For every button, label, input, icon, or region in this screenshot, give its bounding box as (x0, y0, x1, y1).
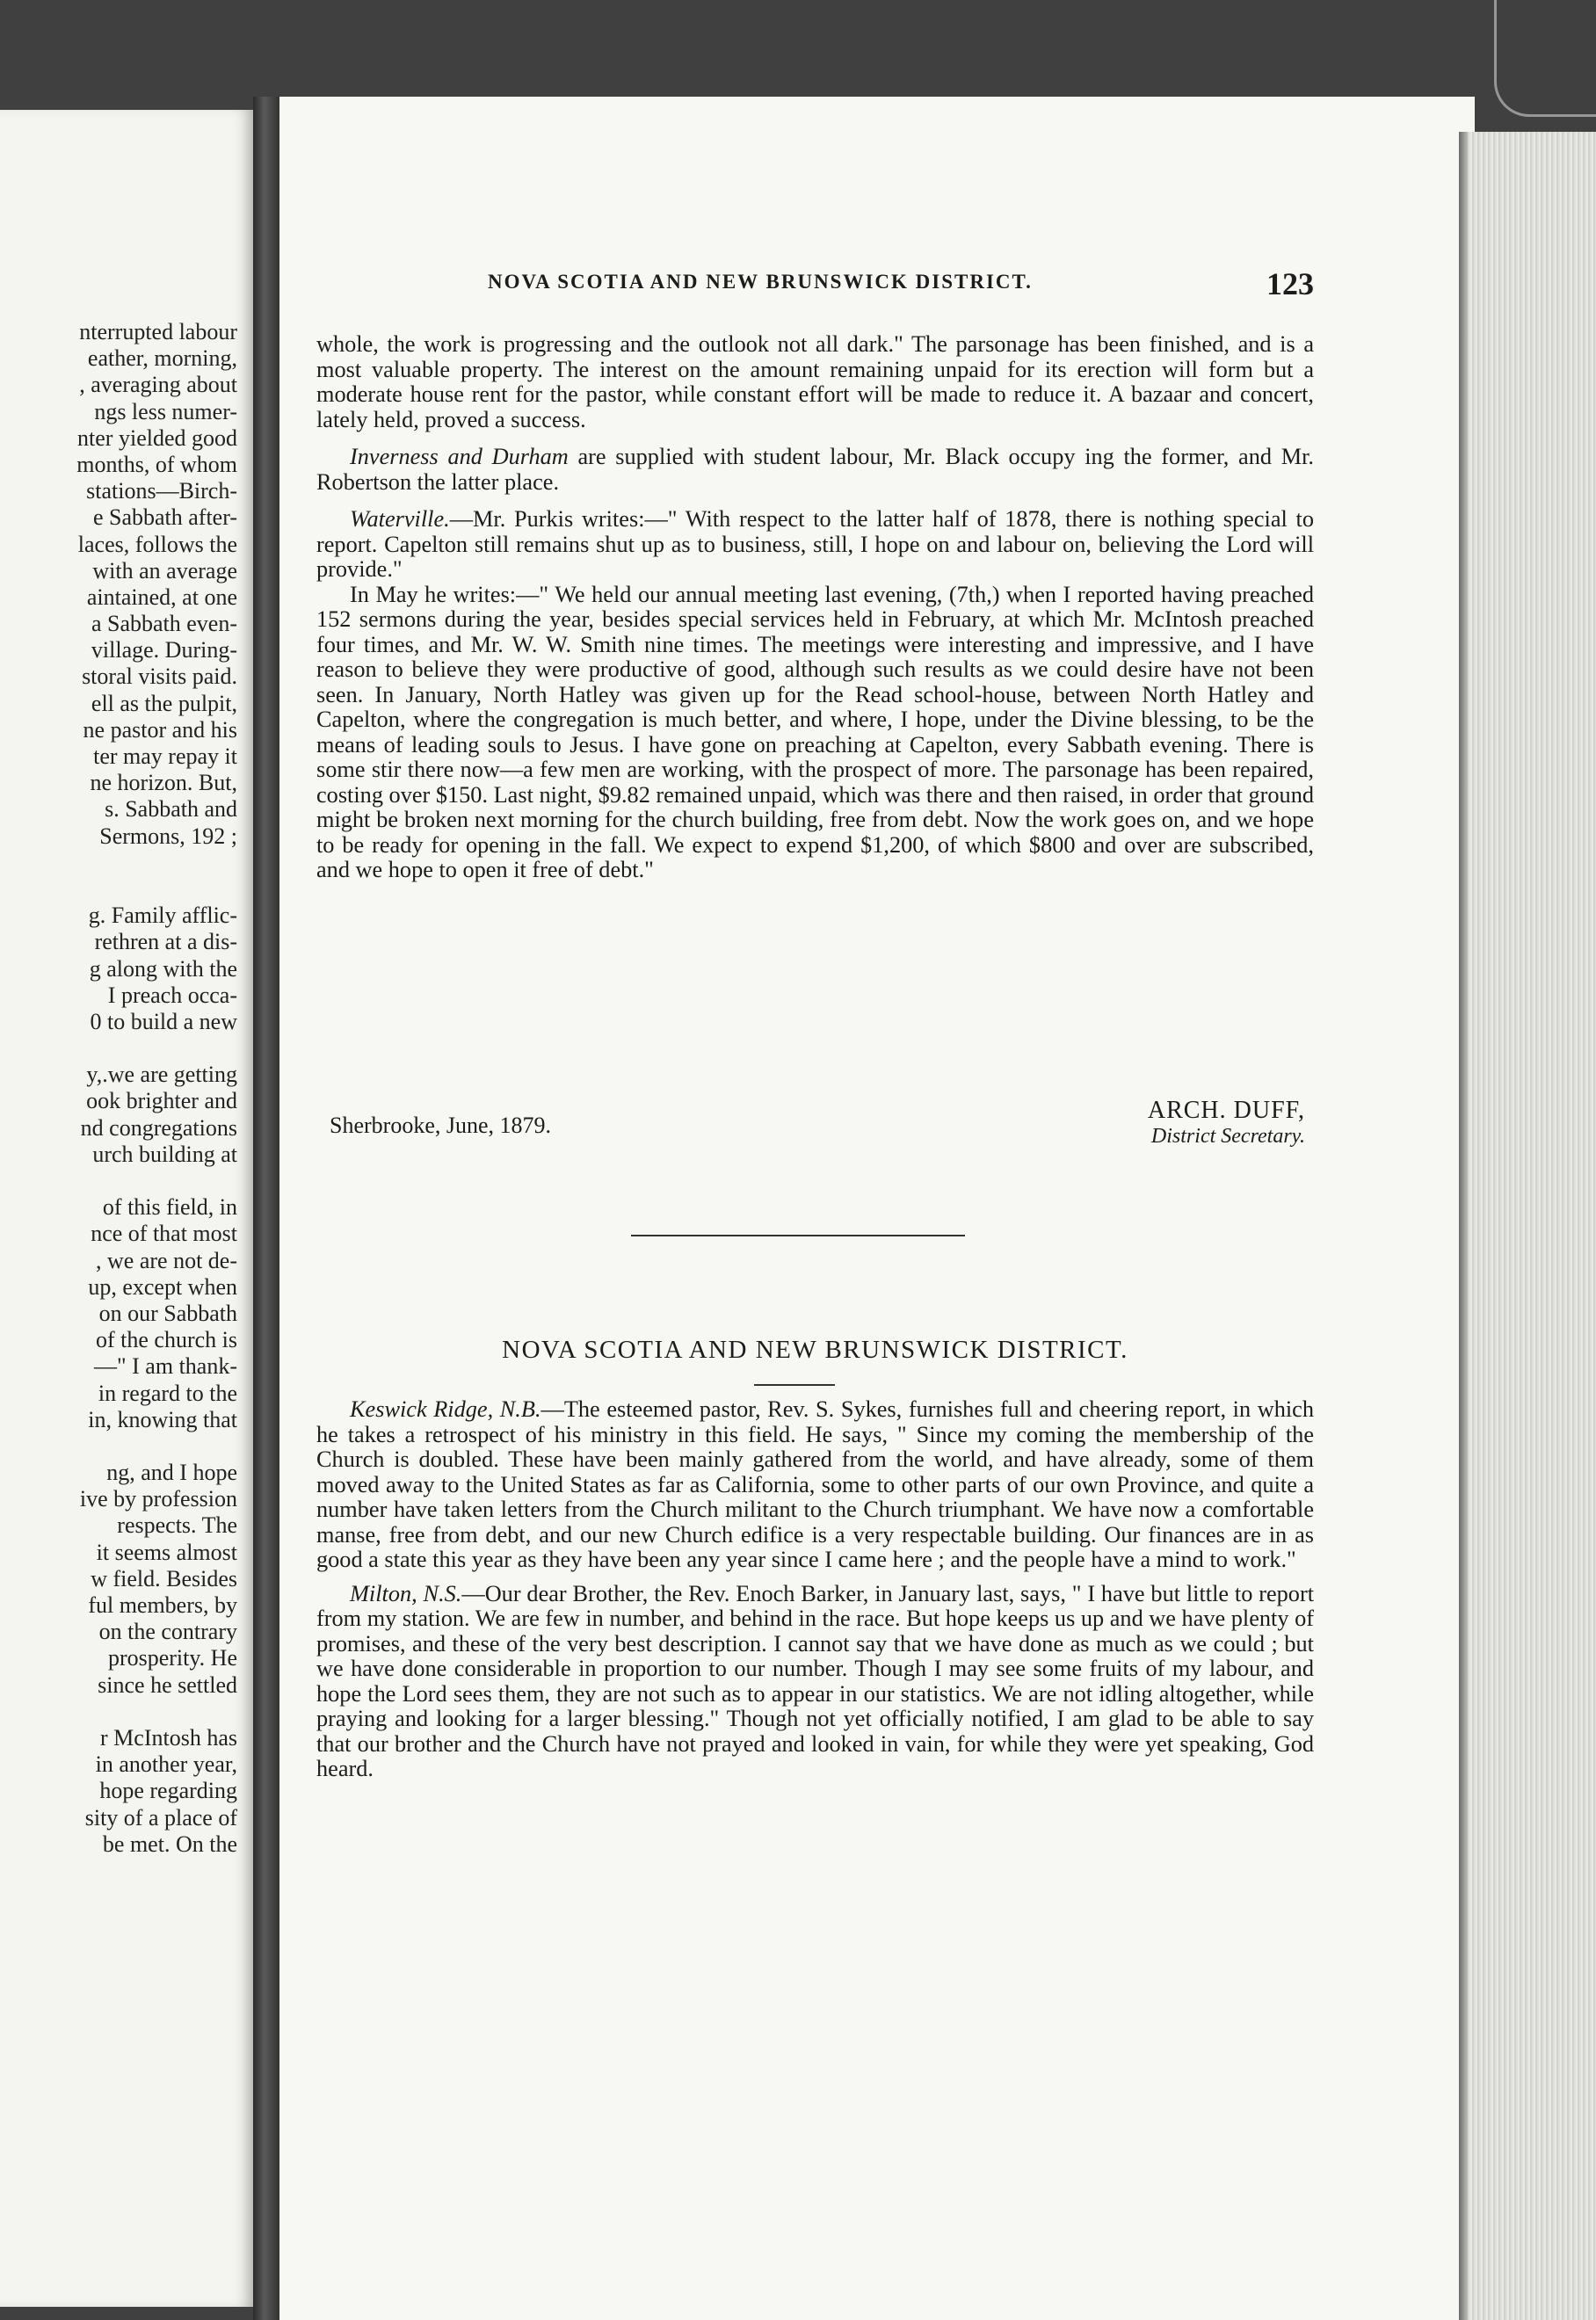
left-page-line: of the church is (95, 1327, 237, 1353)
left-page-line: nterrupted labour (79, 319, 237, 344)
running-head (488, 266, 1314, 306)
left-page-line: —" I am thank- (94, 1353, 237, 1380)
place-name: Waterville. (350, 506, 450, 532)
place-date: Sherbrooke, June, 1879. (330, 1113, 552, 1138)
left-page-line: nce of that most (91, 1221, 237, 1247)
paragraph-milton (316, 1582, 1314, 1782)
left-page-line: , we are not de- (96, 1247, 237, 1273)
left-page-fragment (0, 110, 253, 2307)
running-head-title: NOVA SCOTIA AND NEW BRUNSWICK DISTRICT. (488, 271, 1033, 293)
left-page-line: ne pastor and his (83, 716, 237, 743)
section-new-brunswick-report (316, 1397, 1314, 1782)
left-page-line: ive by profession (79, 1486, 237, 1512)
left-page-line: ne horizon. But, (90, 770, 237, 796)
left-page-line (0, 1035, 237, 1062)
left-page-line: sity of a place of (84, 1804, 237, 1831)
left-page-line: up, except when (88, 1273, 237, 1300)
left-page-line: laces, follows the (77, 531, 237, 557)
left-page-line (0, 876, 237, 903)
left-page-line: hope regarding (99, 1778, 237, 1804)
left-page-line: storal visits paid. (82, 663, 237, 690)
left-page-line (0, 850, 237, 876)
heading-rule (754, 1384, 835, 1386)
left-page-line (0, 1168, 237, 1194)
page-number: 123 (1266, 266, 1314, 301)
left-page-line: ful members, by (88, 1592, 237, 1618)
left-page-line: with an average (92, 557, 237, 584)
left-page-line: s. Sabbath and (105, 796, 237, 823)
left-page-line: ng, and I hope (106, 1460, 237, 1486)
left-page-line: 0 to build a new (90, 1008, 237, 1034)
left-page-line: be met. On the (102, 1831, 237, 1857)
left-page-line: rethren at a dis- (94, 929, 237, 955)
left-page-line: ook brighter and (86, 1088, 237, 1114)
left-page-line: w field. Besides (91, 1565, 237, 1591)
signoff (330, 1097, 1314, 1158)
left-page-line: of this field, in (102, 1194, 237, 1221)
section-heading: NOVA SCOTIA AND NEW BRUNSWICK DISTRICT. (502, 1336, 1128, 1364)
left-page-line: stations—Birch- (86, 478, 237, 504)
left-page-line: r McIntosh has (100, 1724, 237, 1751)
section-divider (631, 1235, 965, 1236)
left-page-line: aintained, at one (86, 584, 237, 610)
paragraph-may-letter: In May he writes:—" We held our annual meeting last evening, (7th,) when I reported having preached 152 sermons during the year, besides special services held in February, at which Mr. McIntosh preached four times, and Mr. W. W. Smith nine times. The meetings were interesting and impressive, and I have reason to believe they were productive of good, although such results as we could desire have not been seen. In January, North Hatley was given up for the Read school-house, between North Hatley and Capelton, where the congregation is much better, and where, I hope, under the Divine blessing, to be the means of leading souls to Jesus. I have gone on preaching at Capelton, every Sabbath evening. There is some stir there now—a few men are working, with the prospect of more. The parsonage has been repaired, costing over $150. Last night, $9.82 remained unpaid, which was there and then raised, in order that ground might be broken next morning for the church building, free from debt. Now the work goes on, and we hope to be ready for opening in the fall. We expect to expend $1,200, of which $800 and over are subscribed, and we hope to open it free of debt." (316, 581, 1314, 882)
left-page-line: g. Family afflic- (88, 903, 237, 929)
scan-artifact (1494, 0, 1596, 117)
left-page-line: in, knowing that (88, 1406, 237, 1432)
left-page-line: nd congregations (80, 1114, 237, 1141)
left-page-line: village. During- (91, 637, 237, 663)
place-name: Milton, N.S. (350, 1580, 462, 1606)
left-page-line: nter yielded good (77, 424, 237, 451)
left-page-line: a Sabbath even- (91, 611, 237, 637)
paragraph-inverness (316, 445, 1314, 495)
left-page-line: on the contrary (98, 1619, 237, 1645)
left-page-line: ngs less numer- (94, 398, 237, 424)
left-page-line (0, 1699, 237, 1725)
section-sherbrooke-report (316, 332, 1314, 883)
left-page-line (0, 1433, 237, 1460)
left-page-line: e Sabbath after- (92, 504, 237, 531)
left-page-line: in regard to the (98, 1380, 237, 1406)
left-page-line: ell as the pulpit, (91, 690, 237, 716)
left-page-line: ter may repay it (93, 743, 237, 769)
left-page-line: it seems almost (96, 1539, 237, 1565)
paragraph-text: are supplied with student labour, Mr. Black occupy ing the former, and Mr. Robertson the latter place. (316, 444, 1314, 495)
left-page-line: urch building at (92, 1141, 237, 1167)
paragraph-parsonage: whole, the work is progressing and the outlook not all dark." The parsonage has been finished, and is a most valuable property. The interest on the amount remaining unpaid for its erection will form but a moderate house rent for the pastor, while constant effort will be made to reduce it. A bazaar and concert, lately held, proved a success. (316, 331, 1314, 432)
left-page-line: months, of whom (76, 451, 237, 477)
paragraph-waterville (316, 507, 1314, 583)
signatory-role: District Secretary. (1150, 1125, 1305, 1148)
place-name: Keswick Ridge, N.B. (350, 1396, 541, 1422)
left-page-line: respects. The (117, 1512, 237, 1539)
left-page-line: I preach occa- (107, 982, 237, 1008)
paragraph-keswick-ridge (316, 1397, 1314, 1573)
left-page-line: g along with the (89, 955, 237, 982)
left-page-line: prosperity. He (107, 1645, 237, 1671)
left-page-line: since he settled (98, 1671, 237, 1698)
left-page-line: on our Sabbath (98, 1300, 237, 1326)
place-name: Inverness and Durham (350, 444, 569, 469)
paragraph-text: —Our dear Brother, the Rev. Enoch Barker, in January last, says, " I have but little to report from my station. We are few in number, and behind in the race. But hope keeps us up and we have plenty of promises, and these of the very best description. I cannot say that we have done as much as we could ; but we have done considerable in proportion to our number. Though I may see some fruits of my labour, and hope the Lord sees them, they are not such as to appear in our statistics. We are not idling altogether, while praying and looking for a larger blessing." Though not yet officially notified, I am glad to be able to say that our brother and the Church have not prayed and looked in vain, for while they were yet speaking, God heard. (316, 1580, 1315, 1781)
left-page-text (0, 319, 237, 1858)
paragraph-text: —The esteemed pastor, Rev. S. Sykes, furnishes full and cheering report, in which he takes a retrospect of his ministry in this field. He says, " Since my coming the membership of the Church is doubled. These have been mainly gathered from the world, and have already, some of them moved away to the United States as far as California, some to other parts of our own Province, and quite a number have taken letters from the Church militant to the Church triumphant. We have now a comfortable manse, free from debt, and our new Church edifice is a very respectable building. Our finances are in as good a state this year as they have been any year since I came here ; and the people have a mind to work." (316, 1396, 1315, 1572)
left-page-line: y,.we are getting (86, 1062, 237, 1088)
book-gutter (253, 97, 281, 2320)
left-page-line: in another year, (95, 1751, 237, 1778)
left-page-line: Sermons, 192 ; (99, 823, 237, 849)
left-page-line: , averaging about (79, 372, 237, 398)
page-edges (1459, 132, 1596, 2320)
paragraph-text: —Mr. Purkis writes:—" With respect to the latter half of 1878, there is nothing special to report. Capelton still remains shut up as to business, still, I hope on and labour on, believing the Lord will provide." (316, 506, 1314, 582)
signatory-name: ARCH. DUFF, (1147, 1097, 1305, 1124)
left-page-line: eather, morning, (87, 345, 237, 372)
